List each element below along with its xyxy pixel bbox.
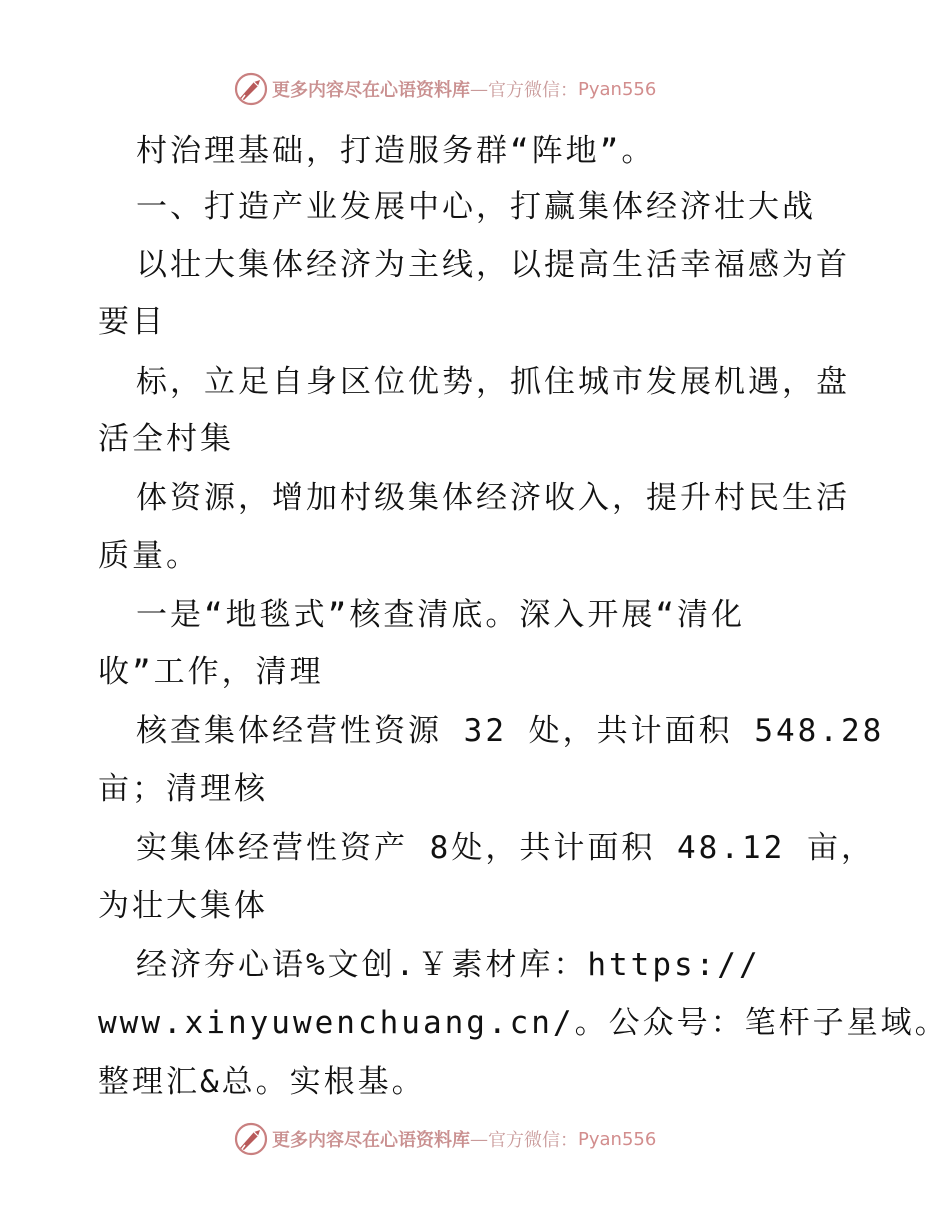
body-line: 为壮大集体 [98, 888, 268, 924]
body-line: 整理汇&总。实根基。 [98, 1064, 426, 1100]
body-line: 要目 [98, 304, 166, 340]
body-line: 质量。 [98, 538, 200, 574]
body-line: 经济夯心语%文创.￥素材库：https:// [136, 947, 761, 983]
body-line: www.xinyuwenchuang.cn/。公众号：笔杆子星域。 [98, 1005, 949, 1041]
footer-sep: — [470, 1128, 488, 1150]
body-line: 村治理基础，打造服务群“阵地”。 [136, 133, 656, 169]
header-wechat-id: Pyan556 [578, 78, 657, 100]
body-line: 亩；清理核 [98, 771, 268, 807]
header-wechat-label: 官方微信： [488, 80, 578, 101]
header-brand-text: 更多内容尽在心语资料库 [272, 80, 470, 101]
body-line: 收”工作，清理 [98, 654, 324, 690]
footer-banner [234, 1121, 714, 1157]
body-line: 一是“地毯式”核查清底。深入开展“清化 [136, 597, 745, 633]
body-line: 一、打造产业发展中心，打赢集体经济壮大战 [136, 189, 816, 225]
footer-wechat-id: Pyan556 [578, 1128, 657, 1150]
body-line: 以壮大集体经济为主线，以提高生活幸福感为首 [136, 247, 850, 283]
body-line: 体资源，增加村级集体经济收入，提升村民生活 [136, 480, 850, 516]
body-line: 实集体经营性资产 8处，共计面积 48.12 亩， [136, 830, 875, 866]
header-sep: — [470, 78, 488, 100]
body-line: 标，立足自身区位优势，抓住城市发展机遇，盘 [136, 364, 850, 400]
pen-logo-icon [234, 1122, 268, 1156]
footer-brand-text: 更多内容尽在心语资料库 [272, 1130, 470, 1151]
body-line: 活全村集 [98, 421, 234, 457]
footer-wechat-label: 官方微信： [488, 1130, 578, 1151]
body-line: 核查集体经营性资源 32 处，共计面积 548.28 [136, 713, 885, 749]
